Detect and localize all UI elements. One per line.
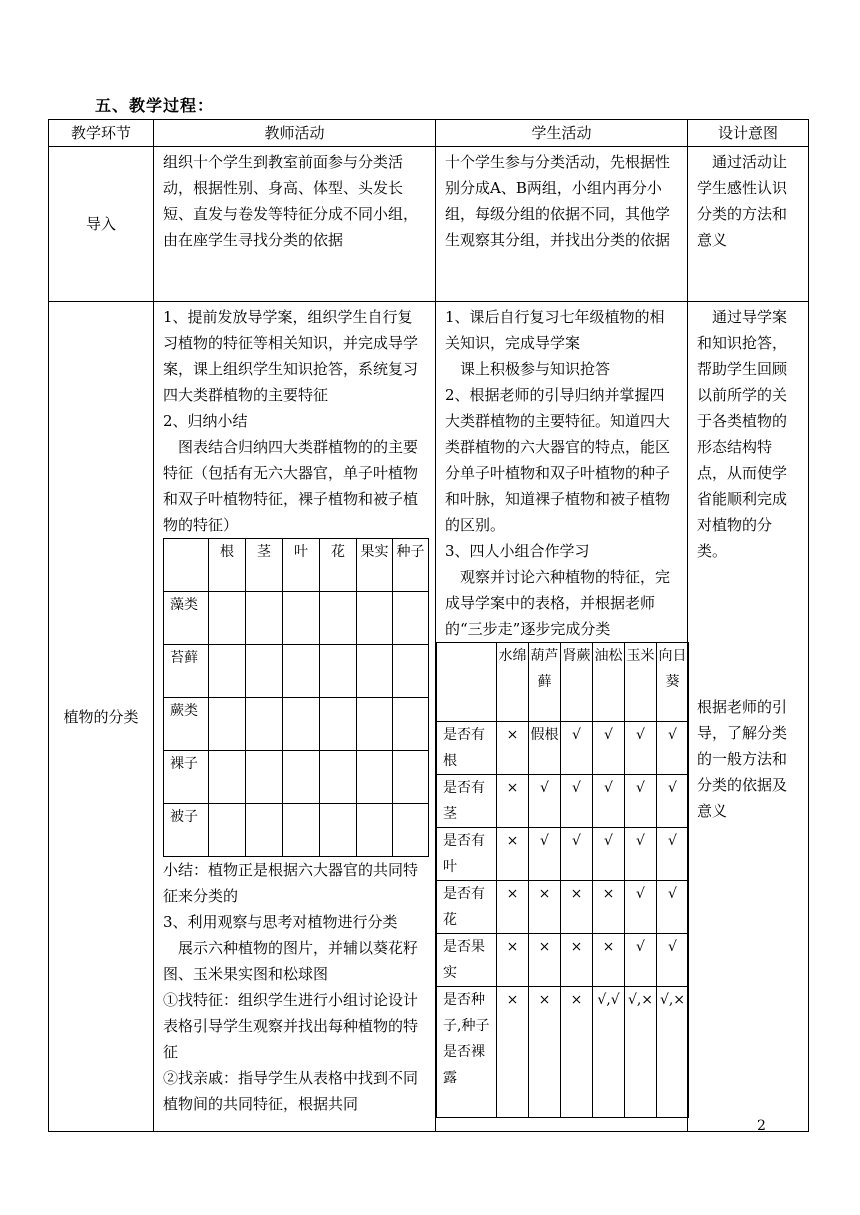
plants-col: 葫芦藓 [529,643,561,722]
plants-cell: × [497,934,529,987]
plants-row [437,934,689,987]
stage-classification-label: 植物的分类 [63,707,139,726]
plants-row [437,775,689,828]
stage-classification [49,302,154,1132]
plants-cell: √,√ [593,987,625,1118]
stage-intro [49,147,154,302]
plants-cell: √ [625,775,657,828]
organs-row-label: 苔藓 [164,645,209,698]
plants-cell: × [497,987,529,1118]
plants-cell: √ [657,722,689,775]
plants-cell: √ [561,775,593,828]
plants-row [437,828,689,881]
organs-row [164,698,429,751]
organs-cell [320,698,357,751]
organs-cell [283,804,320,857]
plants-cell: √ [625,881,657,934]
row-intro [49,147,809,302]
intent-review: 通过导学案和知识抢答，帮助学生回顾以前所学的关于各类植物的形态结构特点，从而使学省能顺利完成对植物的分类。 [697,308,788,560]
plants-cell: × [561,881,593,934]
organs-row-label: 裸子 [164,751,209,804]
organs-row [164,804,429,857]
plants-cell: √ [593,775,625,828]
plants-cell: √ [657,775,689,828]
plants-row [437,987,689,1118]
organs-cell [209,592,246,645]
teacher-step2: 2、归纳小结 [163,412,248,430]
stage-intro-label: 导入 [85,215,116,233]
plants-cell: √ [561,722,593,775]
organs-cell [246,645,283,698]
page-number: 2 [757,1118,766,1134]
plants-cell: √ [625,722,657,775]
plants-col: 油松 [593,643,625,722]
plants-cell: √ [529,775,561,828]
plants-row-label: 是否有根 [437,722,497,775]
plants-cell: √ [657,828,689,881]
plants-cell: × [529,934,561,987]
plants-col: 水绵 [497,643,529,722]
plants-cell: √ [561,828,593,881]
student-step3-detail: 观察并讨论六种植物的特征，完成导学案中的表格，并根据老师的“三步走”逐步完成分类 [445,568,671,638]
section-heading: 五、教学过程： [95,96,215,115]
header-intent: 设计意图 [688,120,809,147]
plants-cell: √ [657,881,689,934]
organs-cell [393,804,429,857]
plants-col: 玉米 [625,643,657,722]
organs-col: 根 [209,539,246,592]
teacher-intro-text: 组织十个学生到教室前面参与分类活动，根据性别、身高、体型、头发长短、直发与卷发等特征分成不同小组，由在座学生寻找分类的依据 [163,153,419,249]
plants-cell: 假根 [529,722,561,775]
row-classification [49,302,809,1132]
plants-row-label: 是否有茎 [437,775,497,828]
organs-cell [357,804,393,857]
plants-col: 向日葵 [657,643,689,722]
organs-row [164,592,429,645]
organs-cell [209,698,246,751]
plants-cell: √ [593,828,625,881]
organs-cell [393,751,429,804]
teacher-step1: 1、提前发放导学案，组织学生自行复习植物的特征等相关知识，并完成导学案，课上组织学生知识抢答，系统复习四大类群植物的主要特征 [163,308,419,404]
teacher-step3: 3、利用观察与思考对植物进行分类 [163,913,398,931]
organs-cell [283,698,320,751]
student-intro-text: 十个学生参与分类活动，先根据性别分成A、B两组，小组内再分小组，每级分组的依据不同，其他学生观察其分组，并找出分类的依据 [445,153,671,249]
organs-cell [320,592,357,645]
student-classification [436,302,688,1132]
organs-cell [393,645,429,698]
teacher-find-relatives: ②找亲戚：指导学生从表格中找到不同植物间的共同特征，根据共同 [163,1069,419,1113]
teacher-classification [154,302,436,1132]
plants-cell: × [561,987,593,1118]
plants-header-row [437,643,689,722]
intent-classification [688,302,809,1132]
organs-cell [246,592,283,645]
organs-table [163,538,429,857]
plants-row-label: 是否种子,种子是否裸露 [437,987,497,1118]
plants-cell: × [497,828,529,881]
plants-row [437,722,689,775]
organs-cell [320,751,357,804]
organs-cell [357,751,393,804]
organs-col: 花 [320,539,357,592]
teaching-process-table [48,119,809,1132]
organs-corner [164,539,209,592]
organs-col: 叶 [283,539,320,592]
organs-cell [283,751,320,804]
plants-cell: √ [529,828,561,881]
plants-table [436,642,689,1118]
organs-cell [246,804,283,857]
organs-col: 茎 [246,539,283,592]
plants-cell: √ [625,934,657,987]
organs-cell [209,804,246,857]
plants-row-label: 是否果实 [437,934,497,987]
plants-cell: × [561,934,593,987]
plants-cell: × [497,722,529,775]
teacher-intro [154,147,436,302]
organs-cell [357,592,393,645]
plants-cell: × [529,987,561,1118]
organs-row-label: 蕨类 [164,698,209,751]
plants-cell: √ [657,934,689,987]
organs-cell [393,592,429,645]
plants-row [437,881,689,934]
organs-cell [283,645,320,698]
plants-col: 肾蕨 [561,643,593,722]
plants-cell: × [497,881,529,934]
organs-cell [357,645,393,698]
organs-col: 果实 [357,539,393,592]
organs-row-label: 藻类 [164,592,209,645]
teacher-step2-detail: 图表结合归纳四大类群植物的的主要特征（包括有无六大器官，单子叶植物和双子叶植物特征，裸子植物和被子植物的特征） [163,438,419,534]
intent-intro [688,147,809,302]
plants-cell: × [593,881,625,934]
organs-cell [246,751,283,804]
organs-cell [283,592,320,645]
organs-cell [209,751,246,804]
student-step1: 1、课后自行复习七年级植物的相关知识，完成导学案 [445,308,665,352]
header-row [49,120,809,147]
plants-corner [437,643,497,722]
header-stage: 教学环节 [49,120,154,147]
plants-cell: √,× [625,987,657,1118]
organs-cell [320,804,357,857]
organs-row [164,645,429,698]
organs-header-row [164,539,429,592]
teacher-find-features: ①找特征：组织学生进行小组讨论设计表格引导学生观察并找出每种植物的特征 [163,991,419,1061]
plants-cell: √ [593,722,625,775]
plants-cell: √,× [657,987,689,1118]
organs-cell [357,698,393,751]
teacher-summary: 小结：植物正是根据六大器官的共同特征来分类的 [163,861,419,905]
teacher-step3-detail: 展示六种植物的图片，并辅以葵花籽图、玉米果实图和松球图 [163,939,419,983]
plants-cell: × [529,881,561,934]
organs-row [164,751,429,804]
plants-cell: × [497,775,529,828]
student-intro [436,147,688,302]
plants-row-label: 是否有叶 [437,828,497,881]
intent-intro-text: 通过活动让学生感性认识分类的方法和意义 [697,153,788,249]
organs-col: 种子 [393,539,429,592]
student-step1-detail: 课上积极参与知识抢答 [460,360,611,378]
header-student: 学生活动 [436,120,688,147]
organs-cell [320,645,357,698]
plants-cell: √ [625,828,657,881]
organs-cell [209,645,246,698]
plants-cell: × [593,934,625,987]
student-step3: 3、四人小组合作学习 [445,542,590,560]
organs-row-label: 被子 [164,804,209,857]
organs-cell [246,698,283,751]
plants-row-label: 是否有花 [437,881,497,934]
student-step2: 2、根据老师的引导归纳并掌握四大类群植物的主要特征。知道四大类群植物的六大器官的特点，能区分单子叶植物和双子叶植物的种子和叶脉，知道裸子植物和被子植物的区别。 [445,386,671,534]
header-teacher: 教师活动 [154,120,436,147]
organs-cell [393,698,429,751]
intent-method: 根据老师的引导，了解分类的一般方法和分类的依据及意义 [697,698,788,820]
